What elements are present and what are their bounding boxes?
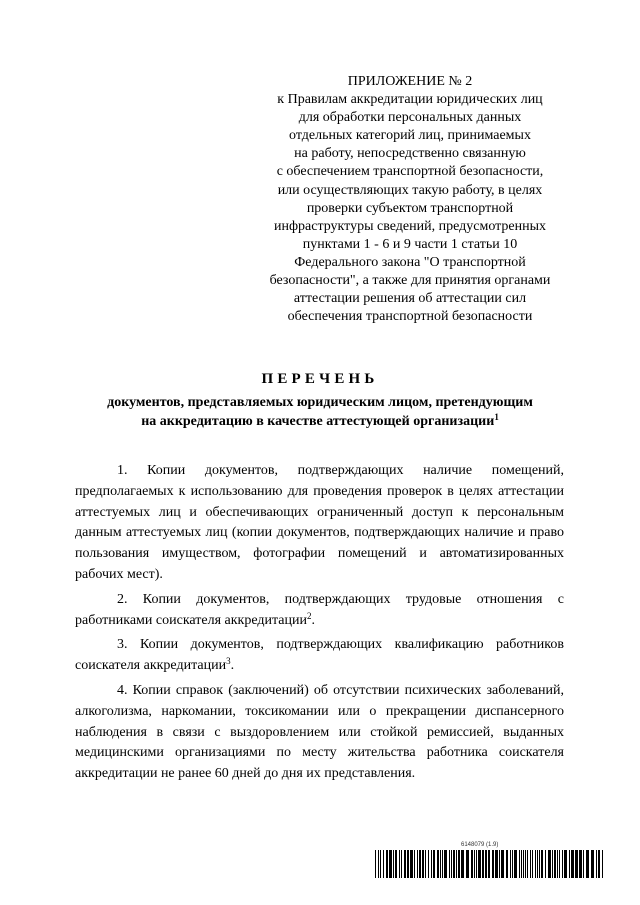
appendix-line: обеспечения транспортной безопасности xyxy=(287,309,533,325)
appendix-line: для обработки персональных данных xyxy=(298,110,522,126)
list-item-number: 3. xyxy=(117,637,128,653)
subtitle-line-text: на аккредитацию в качестве аттестующей организации xyxy=(141,414,495,429)
list-item xyxy=(75,590,564,632)
list-item-text: Копии документов, подтверждающих квалификацию работников соискателя аккредитации xyxy=(75,637,564,674)
appendix-line: безопасности", а также для принятия органами xyxy=(269,273,551,289)
appendix-line: Федерального закона "О транспортной xyxy=(294,254,526,270)
list-item-end: . xyxy=(311,612,315,628)
subtitle-line xyxy=(60,412,580,431)
list-item xyxy=(75,681,564,785)
appendix-line: инфраструктуры сведений, предусмотренных xyxy=(273,218,547,234)
appendix-line: проверки субъектом транспортной xyxy=(306,200,514,216)
list-item-text: Копии документов, подтверждающих трудовые отношения с работниками соискателя аккредитации xyxy=(75,591,564,628)
appendix-line: пунктами 1 - 6 и 9 части 1 статьи 10 xyxy=(302,236,518,252)
footnote-ref: 3 xyxy=(226,656,231,667)
list-item-end: . xyxy=(230,658,235,674)
list-item-number: 1. xyxy=(117,463,128,478)
appendix-title: ПРИЛОЖЕНИЕ № 2 xyxy=(347,74,473,89)
list-item-text: Копии справок (заключений) об отсутствии психических заболеваний, алкоголизма, наркомании, токсикомании или о прекращении диспансерного наблюдения в связи с выздоровлением или стойкой ремиссией, выданных медицинскими организациями по месту жительства работника соискателя аккредитации не ранее 60 дней до дня их представления. xyxy=(75,682,565,782)
list-item-text: Копии документов, подтверждающих наличие помещений, предполагаемых к использованию для проведения проверок в целях аттестации аттестуемых лиц и обеспечивающих ограниченный доступ к персональным данным аттестуемых лиц (копии документов, подтверждающих наличие и право пользования имуществом, фотографии помещений и автоматизированных рабочих мест). xyxy=(75,463,565,582)
document-subtitle xyxy=(60,393,580,431)
document-list xyxy=(75,461,564,785)
barcode-icon xyxy=(375,850,605,878)
appendix-line: аттестации решения об аттестации сил xyxy=(293,291,527,307)
list-item-number: 2. xyxy=(117,591,128,607)
appendix-line: отдельных категорий лиц, принимаемых xyxy=(289,128,531,144)
footnote-ref: 2 xyxy=(306,610,312,621)
list-item xyxy=(75,635,564,677)
appendix-line: на работу, непосредственно связанную xyxy=(294,146,526,162)
subtitle-line: документов, представляемых юридическим лицом, претендующим xyxy=(107,395,533,410)
list-item xyxy=(75,461,564,586)
barcode-label: 6148079 (1.9) xyxy=(461,842,499,848)
appendix-line: с обеспечением транспортной безопасности, xyxy=(276,164,544,180)
appendix-header xyxy=(258,73,562,326)
appendix-line: или осуществляющих такую работу, в целях xyxy=(277,182,543,198)
footnote-ref: 1 xyxy=(494,412,499,422)
document-title: ПЕРЕЧЕНЬ xyxy=(261,371,379,387)
appendix-line: к Правилам аккредитации юридических лиц xyxy=(277,92,543,108)
list-item-number: 4. xyxy=(117,682,128,698)
